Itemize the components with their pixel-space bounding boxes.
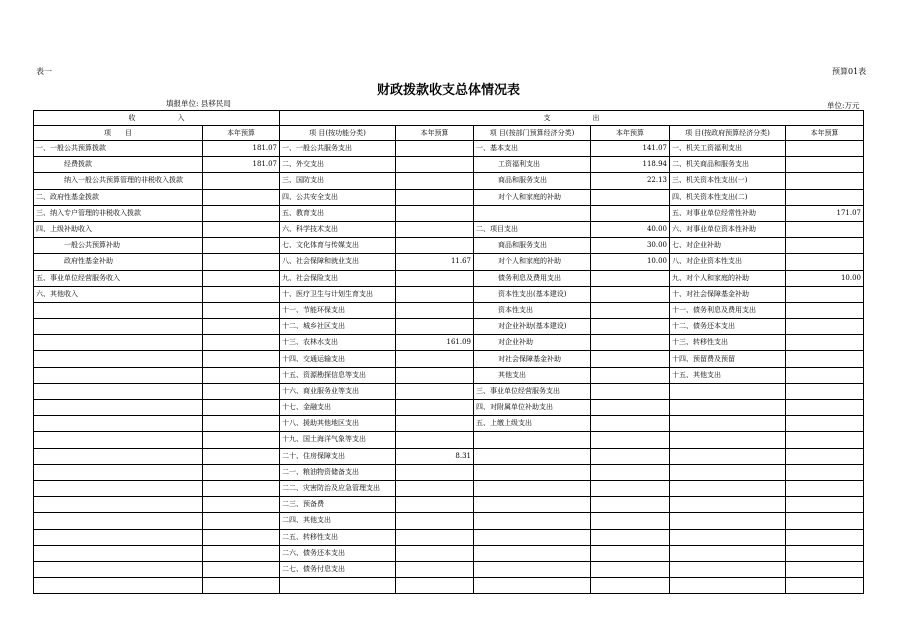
table-cell: 十二、城乡社区支出: [280, 319, 396, 335]
table-cell: [203, 302, 280, 318]
budget-form-code: 预算01表: [832, 67, 867, 76]
table-cell: [203, 335, 280, 351]
table-cell: [670, 448, 786, 464]
table-cell: 六、科学技术支出: [280, 221, 396, 237]
table-row: [34, 189, 864, 205]
table-cell: [591, 561, 670, 577]
table-cell: 181.07: [203, 141, 280, 157]
table-cell: 二十、住房保障支出: [280, 448, 396, 464]
table-cell: [786, 383, 864, 399]
table-cell: [786, 238, 864, 254]
table-cell: 22.13: [591, 173, 670, 189]
table-cell: [786, 351, 864, 367]
table-cell: 二七、债务付息支出: [280, 561, 396, 577]
table-cell: [670, 480, 786, 496]
table-cell: [474, 497, 591, 513]
table-cell: [474, 432, 591, 448]
table-cell: [474, 545, 591, 561]
table-cell: 十一、债务利息及费用支出: [670, 302, 786, 318]
table-cell: 其他支出: [474, 367, 591, 383]
table-cell: [203, 205, 280, 221]
table-cell: 五、上缴上级支出: [474, 416, 591, 432]
table-cell: [396, 464, 474, 480]
table-cell: [474, 448, 591, 464]
table-cell: 十五、资源勘探信息等支出: [280, 367, 396, 383]
table-cell: [670, 432, 786, 448]
table-cell: [396, 319, 474, 335]
table-cell: [203, 254, 280, 270]
table-cell: [396, 286, 474, 302]
table-cell: [474, 480, 591, 496]
table-cell: 一、机关工资福利支出: [670, 141, 786, 157]
reporting-unit: 填报单位: 县移民局: [166, 99, 231, 108]
table-cell: [670, 578, 786, 594]
table-cell: 十六、商业服务业等支出: [280, 383, 396, 399]
table-cell: [203, 400, 280, 416]
table-cell: [34, 578, 203, 594]
table-row: [34, 432, 864, 448]
table-cell: 对企业补助(基本建设): [474, 319, 591, 335]
table-cell: [474, 561, 591, 577]
table-cell: [396, 351, 474, 367]
table-cell: [591, 205, 670, 221]
table-cell: [34, 367, 203, 383]
table-cell: [396, 205, 474, 221]
table-cell: [591, 513, 670, 529]
table-cell: [34, 383, 203, 399]
table-cell: [786, 141, 864, 157]
table-row: [34, 480, 864, 496]
table-cell: 五、教育支出: [280, 205, 396, 221]
table-cell: [203, 238, 280, 254]
table-cell: [34, 416, 203, 432]
table-cell: [396, 432, 474, 448]
table-cell: [786, 173, 864, 189]
table-cell: [34, 464, 203, 480]
table-cell: 十一、节能环保支出: [280, 302, 396, 318]
table-cell: 七、文化体育与传媒支出: [280, 238, 396, 254]
table-cell: 二四、其他支出: [280, 513, 396, 529]
table-cell: [396, 189, 474, 205]
table-cell: 三、国防支出: [280, 173, 396, 189]
table-cell: [203, 221, 280, 237]
table-row: [34, 335, 864, 351]
table-cell: [474, 205, 591, 221]
table-row: [34, 238, 864, 254]
table-cell: [786, 464, 864, 480]
table-cell: 141.07: [591, 141, 670, 157]
column-header: 项 目(按政府预算经济分类): [670, 126, 786, 141]
table-cell: [203, 173, 280, 189]
table-cell: [591, 319, 670, 335]
table-cell: 一般公共预算补助: [34, 238, 203, 254]
table-cell: [396, 400, 474, 416]
table-row: [34, 529, 864, 545]
table-cell: 纳入一般公共预算管理的非税收入拨款: [34, 173, 203, 189]
table-row: [34, 205, 864, 221]
table-cell: 171.07: [786, 205, 864, 221]
table-cell: 8.31: [396, 448, 474, 464]
table-cell: [396, 141, 474, 157]
table-cell: [396, 497, 474, 513]
table-cell: 政府性基金补助: [34, 254, 203, 270]
table-cell: [396, 513, 474, 529]
table-cell: [203, 383, 280, 399]
table-cell: [34, 545, 203, 561]
table-cell: [670, 529, 786, 545]
income-section-header: 收 入: [34, 111, 280, 126]
table-cell: 对企业补助: [474, 335, 591, 351]
table-cell: [203, 351, 280, 367]
table-cell: 十四、预留费及预留: [670, 351, 786, 367]
table-cell: [670, 513, 786, 529]
table-cell: 一、一般公共预算拨款: [34, 141, 203, 157]
table-cell: [34, 432, 203, 448]
table-cell: [34, 497, 203, 513]
table-cell: [591, 545, 670, 561]
table-cell: 八、社会保障和就业支出: [280, 254, 396, 270]
table-cell: [786, 578, 864, 594]
table-cell: 四、机关资本性支出(二): [670, 189, 786, 205]
table-cell: [786, 497, 864, 513]
column-header: 项 目(按部门预算经济分类): [474, 126, 591, 141]
table-row: [34, 141, 864, 157]
table-cell: 七、对企业补助: [670, 238, 786, 254]
table-cell: 五、对事业单位经常性补助: [670, 205, 786, 221]
table-cell: [203, 416, 280, 432]
table-cell: [396, 270, 474, 286]
table-row: [34, 319, 864, 335]
table-cell: 九、社会保险支出: [280, 270, 396, 286]
table-cell: [203, 545, 280, 561]
table-cell: 181.07: [203, 157, 280, 173]
table-number: 表一: [36, 67, 52, 76]
table-cell: [203, 464, 280, 480]
table-cell: 一、一般公共服务支出: [280, 141, 396, 157]
table-row: [34, 221, 864, 237]
table-cell: [786, 189, 864, 205]
table-cell: 十四、交通运输支出: [280, 351, 396, 367]
table-cell: 二二、灾害防治及应急管理支出: [280, 480, 396, 496]
table-cell: [786, 545, 864, 561]
table-row: [34, 173, 864, 189]
table-cell: 十、对社会保障基金补助: [670, 286, 786, 302]
table-cell: 二五、转移性支出: [280, 529, 396, 545]
table-cell: [786, 319, 864, 335]
table-cell: [203, 189, 280, 205]
table-cell: 十三、转移性支出: [670, 335, 786, 351]
table-cell: [786, 157, 864, 173]
table-row: [34, 400, 864, 416]
table-cell: [396, 578, 474, 594]
table-cell: [591, 400, 670, 416]
table-cell: [591, 367, 670, 383]
table-cell: 10.00: [591, 254, 670, 270]
table-cell: 二三、预备费: [280, 497, 396, 513]
table-cell: 118.94: [591, 157, 670, 173]
column-header: 本年预算: [786, 126, 864, 141]
table-cell: [34, 448, 203, 464]
table-row: [34, 464, 864, 480]
table-cell: 十五、其他支出: [670, 367, 786, 383]
table-cell: [786, 400, 864, 416]
table-cell: [203, 529, 280, 545]
table-cell: [396, 416, 474, 432]
table-cell: [786, 302, 864, 318]
table-cell: 四、公共安全支出: [280, 189, 396, 205]
table-cell: [474, 464, 591, 480]
table-cell: 161.09: [396, 335, 474, 351]
table-cell: [396, 173, 474, 189]
table-cell: [786, 480, 864, 496]
table-cell: [203, 497, 280, 513]
table-cell: 债务利息及费用支出: [474, 270, 591, 286]
table-cell: [591, 464, 670, 480]
table-cell: 10.00: [786, 270, 864, 286]
table-cell: [280, 578, 396, 594]
table-cell: [591, 480, 670, 496]
table-cell: [591, 448, 670, 464]
table-cell: 40.00: [591, 221, 670, 237]
table-cell: 十九、国土海洋气象等支出: [280, 432, 396, 448]
table-cell: [34, 513, 203, 529]
table-cell: [396, 383, 474, 399]
table-cell: [786, 513, 864, 529]
table-cell: 六、对事业单位资本性补助: [670, 221, 786, 237]
table-cell: [591, 497, 670, 513]
table-cell: [786, 529, 864, 545]
table-cell: [786, 221, 864, 237]
table-cell: 30.00: [591, 238, 670, 254]
table-cell: [591, 383, 670, 399]
table-cell: [670, 497, 786, 513]
table-cell: [34, 529, 203, 545]
table-cell: 商品和服务支出: [474, 238, 591, 254]
table-row: [34, 302, 864, 318]
table-cell: 工资福利支出: [474, 157, 591, 173]
table-cell: [34, 335, 203, 351]
table-row: [34, 270, 864, 286]
table-cell: [34, 351, 203, 367]
table-cell: [591, 335, 670, 351]
table-cell: [786, 416, 864, 432]
expense-section-header: 支 出: [280, 111, 864, 126]
table-cell: 五、事业单位经营服务收入: [34, 270, 203, 286]
table-row: [34, 367, 864, 383]
table-cell: 二六、债务还本支出: [280, 545, 396, 561]
table-cell: [34, 561, 203, 577]
table-cell: [203, 513, 280, 529]
table-cell: [474, 578, 591, 594]
table-cell: [34, 319, 203, 335]
table-cell: [786, 254, 864, 270]
table-cell: [396, 561, 474, 577]
table-cell: 经费拨款: [34, 157, 203, 173]
table-cell: [34, 480, 203, 496]
table-cell: [591, 286, 670, 302]
table-cell: [786, 286, 864, 302]
table-cell: [396, 545, 474, 561]
table-cell: [591, 529, 670, 545]
table-cell: [396, 221, 474, 237]
table-cell: [396, 529, 474, 545]
budget-table: [33, 110, 864, 594]
column-header: 本年预算: [591, 126, 670, 141]
table-row: [34, 254, 864, 270]
currency-unit: 单位:万元: [827, 101, 860, 110]
table-cell: 三、机关资本性支出(一): [670, 173, 786, 189]
table-cell: [670, 383, 786, 399]
table-cell: [474, 513, 591, 529]
table-cell: 十七、金融支出: [280, 400, 396, 416]
table-cell: [396, 238, 474, 254]
table-cell: [34, 302, 203, 318]
table-cell: [591, 432, 670, 448]
column-header: 本年预算: [396, 126, 474, 141]
table-row: [34, 351, 864, 367]
table-cell: [591, 578, 670, 594]
table-cell: 十八、援助其他地区支出: [280, 416, 396, 432]
table-cell: [203, 319, 280, 335]
table-cell: [203, 286, 280, 302]
table-cell: [591, 416, 670, 432]
table-row: [34, 448, 864, 464]
table-row: [34, 286, 864, 302]
table-cell: [396, 480, 474, 496]
table-cell: [786, 432, 864, 448]
table-cell: 六、其他收入: [34, 286, 203, 302]
table-cell: [396, 367, 474, 383]
table-cell: 九、对个人和家庭的补助: [670, 270, 786, 286]
table-cell: 二、机关商品和服务支出: [670, 157, 786, 173]
table-cell: [670, 464, 786, 480]
table-row: [34, 497, 864, 513]
table-cell: 对个人和家庭的补助: [474, 189, 591, 205]
table-cell: [34, 400, 203, 416]
table-cell: [591, 302, 670, 318]
page-title: 财政拨款收支总体情况表: [376, 83, 520, 98]
table-cell: 四、上级补助收入: [34, 221, 203, 237]
table-cell: 三、事业单位经营服务支出: [474, 383, 591, 399]
table-cell: [203, 270, 280, 286]
column-header: 项 目: [34, 126, 203, 141]
table-cell: [786, 367, 864, 383]
column-header: 本年预算: [203, 126, 280, 141]
table-cell: 对社会保障基金补助: [474, 351, 591, 367]
table-cell: [786, 448, 864, 464]
table-cell: [203, 448, 280, 464]
table-cell: [670, 416, 786, 432]
table-cell: [203, 561, 280, 577]
table-cell: [670, 561, 786, 577]
table-cell: 二、外交支出: [280, 157, 396, 173]
table-cell: [670, 400, 786, 416]
table-row: [34, 561, 864, 577]
column-header: 项 目(按功能分类): [280, 126, 396, 141]
table-cell: 三、纳入专户管理的非税收入拨款: [34, 205, 203, 221]
table-row: [34, 513, 864, 529]
table-cell: [396, 302, 474, 318]
table-cell: [203, 578, 280, 594]
table-cell: 二、政府性基金拨款: [34, 189, 203, 205]
table-cell: [786, 561, 864, 577]
table-cell: [203, 367, 280, 383]
table-cell: 四、对附属单位补助支出: [474, 400, 591, 416]
table-cell: 二一、粮油物资储备支出: [280, 464, 396, 480]
table-cell: 11.67: [396, 254, 474, 270]
table-cell: [591, 189, 670, 205]
table-cell: 资本性支出(基本建设): [474, 286, 591, 302]
table-cell: [786, 335, 864, 351]
table-cell: 十、医疗卫生与计划生育支出: [280, 286, 396, 302]
table-row: [34, 383, 864, 399]
table-cell: [396, 157, 474, 173]
table-cell: 资本性支出: [474, 302, 591, 318]
table-cell: 对个人和家庭的补助: [474, 254, 591, 270]
table-cell: [474, 529, 591, 545]
table-cell: 十三、农林水支出: [280, 335, 396, 351]
table-cell: 一、基本支出: [474, 141, 591, 157]
table-cell: 商品和服务支出: [474, 173, 591, 189]
table-row: [34, 157, 864, 173]
table-row: [34, 545, 864, 561]
table-cell: 十二、债务还本支出: [670, 319, 786, 335]
table-cell: [591, 270, 670, 286]
table-cell: 二、项目支出: [474, 221, 591, 237]
table-cell: [203, 432, 280, 448]
table-cell: 八、对企业资本性支出: [670, 254, 786, 270]
table-cell: [203, 480, 280, 496]
table-cell: [591, 351, 670, 367]
table-cell: [670, 545, 786, 561]
table-row: [34, 416, 864, 432]
table-row: [34, 578, 864, 594]
